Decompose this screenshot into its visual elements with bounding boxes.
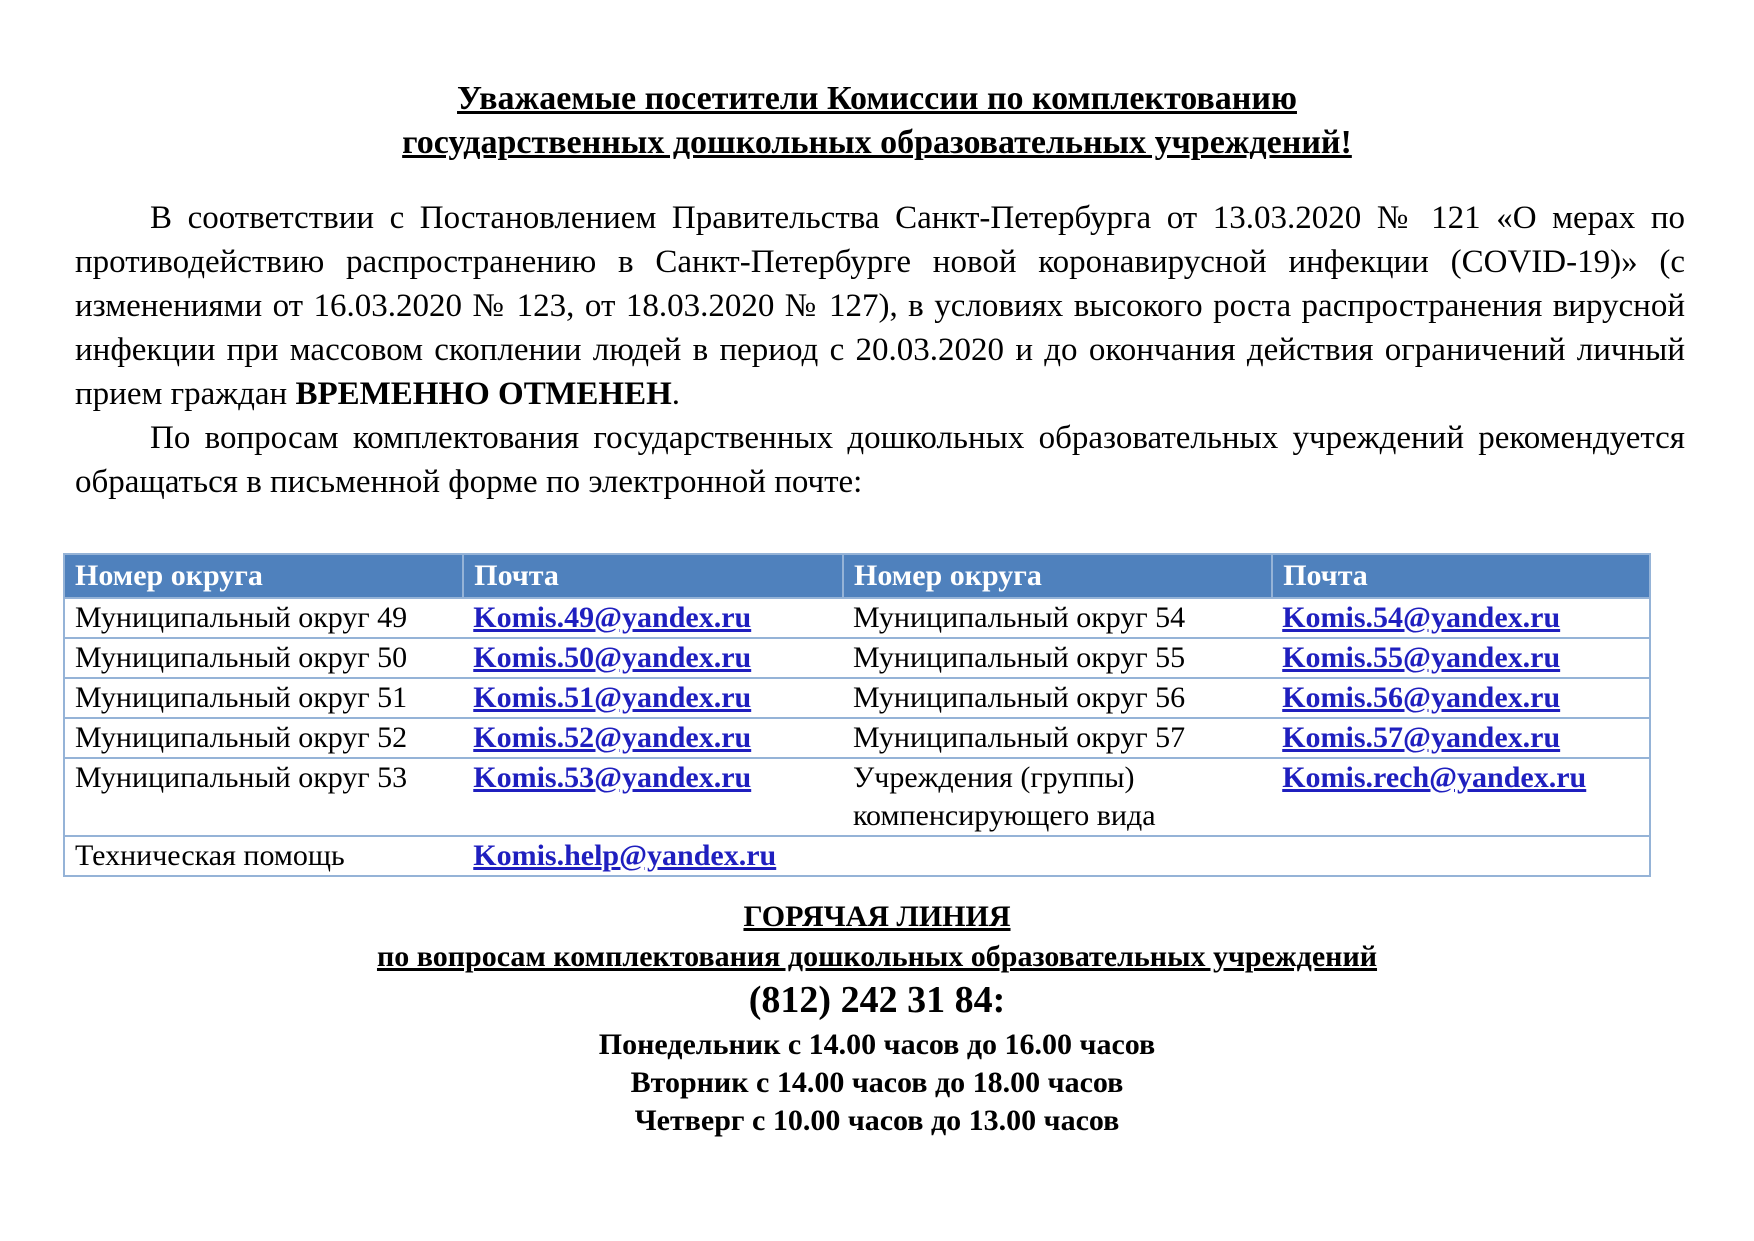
email-link[interactable]: Komis.55@yandex.ru bbox=[1282, 641, 1561, 674]
district-cell: Муниципальный округ 57 bbox=[843, 718, 1272, 758]
email-link[interactable]: Komis.50@yandex.ru bbox=[473, 641, 752, 674]
district-cell: Муниципальный округ 51 bbox=[64, 678, 463, 718]
email-link[interactable]: Komis.rech@yandex.ru bbox=[1282, 761, 1587, 794]
hotline-phone: (812) 242 31 84: bbox=[748, 979, 1006, 1021]
table-row bbox=[64, 836, 1650, 876]
email-link[interactable]: Komis.53@yandex.ru bbox=[473, 761, 752, 794]
table-row bbox=[64, 678, 1650, 718]
paragraph-1-text: В соответствии с Постановлением Правительства Санкт-Петербурга от 13.03.2020 № 121 «О мерах по противодействию распространению в Санкт-Петербурге новой коронавирусной инфекции (COVID-19)» (с изменениями от 16.03.2020 № 123, от 18.03.2020 № 127), в условиях высокого роста распространения вирусной инфекции при массовом скоплении людей в период с 20.03.2020 и до окончания действия ограничений личный прием граждан bbox=[75, 200, 1685, 412]
notice-body bbox=[75, 196, 1685, 504]
paragraph-1-end: . bbox=[671, 376, 681, 412]
district-cell-line: компенсирующего вида bbox=[853, 799, 1156, 832]
email-link[interactable]: Komis.52@yandex.ru bbox=[473, 721, 752, 754]
heading-line-1: Уважаемые посетители Комиссии по комплектованию bbox=[457, 80, 1297, 117]
district-cell: Муниципальный округ 53 bbox=[64, 758, 463, 836]
header-email: Почта bbox=[463, 554, 843, 598]
cancelled-notice: ВРЕМЕННО ОТМЕНЕН bbox=[295, 376, 672, 412]
notice-paragraph-1 bbox=[75, 196, 1685, 416]
table-row bbox=[64, 758, 1650, 836]
header-district: Номер округа bbox=[843, 554, 1272, 598]
table-row bbox=[64, 598, 1650, 638]
heading-line-2: государственных дошкольных образовательных учреждений! bbox=[402, 124, 1352, 161]
schedule-line: Вторник с 14.00 часов до 18.00 часов bbox=[630, 1066, 1124, 1099]
header-email: Почта bbox=[1272, 554, 1650, 598]
email-link[interactable]: Komis.49@yandex.ru bbox=[473, 601, 752, 634]
district-cell bbox=[843, 758, 1272, 836]
email-cell bbox=[1272, 836, 1650, 876]
schedule-line: Понедельник с 14.00 часов до 16.00 часов bbox=[598, 1028, 1156, 1061]
email-link[interactable]: Komis.54@yandex.ru bbox=[1282, 601, 1561, 634]
email-table bbox=[63, 553, 1651, 877]
email-link[interactable]: Komis.51@yandex.ru bbox=[473, 681, 752, 714]
table-row bbox=[64, 638, 1650, 678]
district-cell: Муниципальный округ 55 bbox=[843, 638, 1272, 678]
district-cell: Муниципальный округ 52 bbox=[64, 718, 463, 758]
table-header-row bbox=[64, 554, 1650, 598]
schedule-line: Четверг с 10.00 часов до 13.00 часов bbox=[634, 1104, 1120, 1137]
district-cell: Муниципальный округ 50 bbox=[64, 638, 463, 678]
header-district: Номер округа bbox=[64, 554, 463, 598]
hotline-title: ГОРЯЧАЯ ЛИНИЯ bbox=[743, 900, 1011, 933]
email-link[interactable]: Komis.56@yandex.ru bbox=[1282, 681, 1561, 714]
email-link[interactable]: Komis.57@yandex.ru bbox=[1282, 721, 1561, 754]
district-cell: Муниципальный округ 54 bbox=[843, 598, 1272, 638]
email-link[interactable]: Komis.help@yandex.ru bbox=[473, 839, 777, 872]
table-row bbox=[64, 718, 1650, 758]
district-cell-line: Учреждения (группы) bbox=[853, 761, 1135, 794]
district-cell: Муниципальный округ 49 bbox=[64, 598, 463, 638]
district-cell bbox=[843, 836, 1272, 876]
district-cell: Техническая помощь bbox=[64, 836, 463, 876]
district-cell: Муниципальный округ 56 bbox=[843, 678, 1272, 718]
hotline-subtitle: по вопросам комплектования дошкольных образовательных учреждений bbox=[376, 940, 1378, 973]
notice-paragraph-2: По вопросам комплектования государственных дошкольных образовательных учреждений рекомендуется обращаться в письменной форме по электронной почте: bbox=[75, 420, 1685, 500]
